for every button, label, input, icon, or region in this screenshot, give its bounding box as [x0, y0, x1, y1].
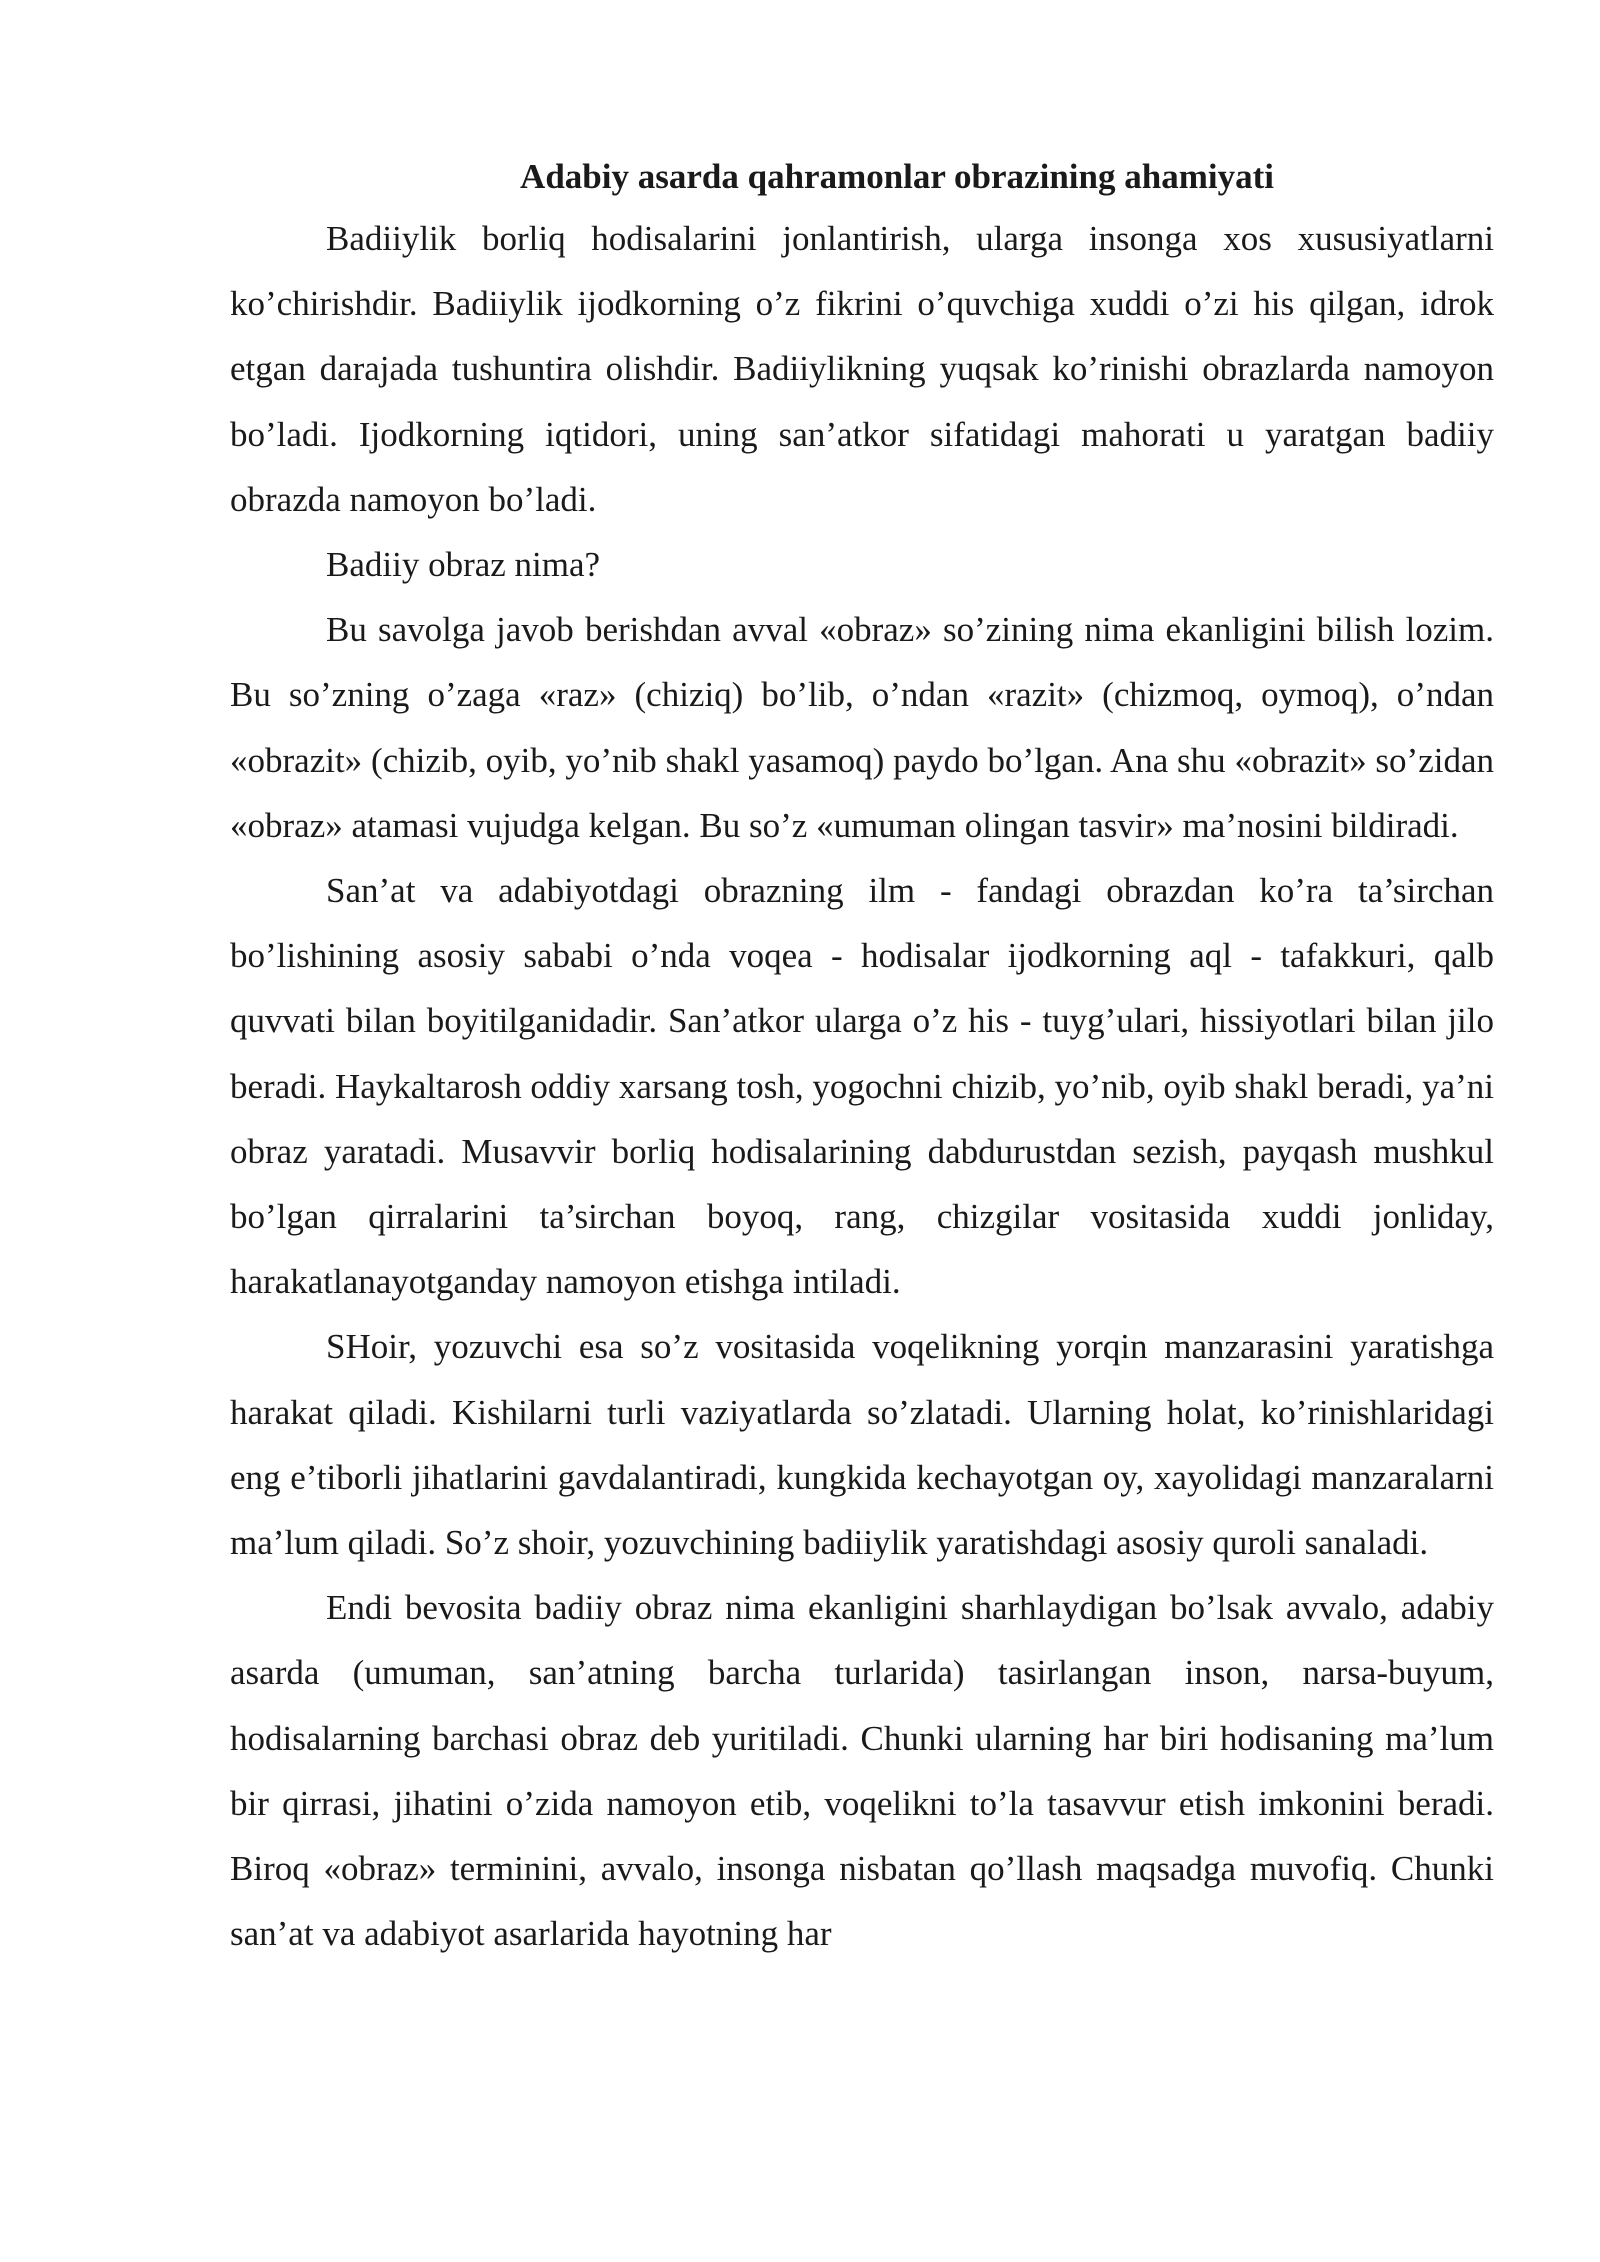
paragraph-4: San’at va adabiyotdagi obrazning ilm - fandagi obrazdan ko’ra ta’sirchan bo’lishining asosiy sababi o’nda voqea - hodisalar ijodkorning aql - tafakkuri, qalb quvvati bilan boyitilganidadir. San’atkor ularga o’z his - tuyg’ulari, hissiyotlari bilan jilo beradi. Haykaltarosh oddiy xarsang tosh, yogochni chizib, yo’nib, oyib shakl beradi, ya’ni obraz yaratadi. Musavvir borliq hodisalarining dabdurustdan sezish, payqash mushkul bo’lgan qirralarini ta’sirchan boyoq, rang, chizgilar vositasida xuddi jonliday, harakatlanayotganday namoyon etishga intiladi. [230, 871, 1494, 1302]
document-title: Adabiy asarda qahramonlar obrazining ahamiyati [520, 157, 1274, 196]
paragraph-5: SHoir, yozuvchi esa so’z vositasida voqelikning yorqin manzarasini yaratishga harakat qiladi. Kishilarni turli vaziyatlarda so’zlatadi. Ularning holat, ko’rinishlaridagi eng e’tiborli jihatlarini gavdalantiradi, kungkida kechayotgan oy, xayolidagi manzaralarni ma’lum qiladi. So’z shoir, yozuvchining badiiylik yaratishdagi asosiy quroli sanaladi. [230, 1327, 1494, 1563]
paragraph-3: Bu savolga javob berishdan avval «obraz» so’zining nima ekanligini bilish lozim. Bu so’zning o’zaga «raz» (chiziq) bo’lib, o’ndan «razit» (chizmoq, oymoq), o’ndan «obrazit» (chizib, oyib, yo’nib shakl yasamoq) paydo bo’lgan. Ana shu «obrazit» so’zidan «obraz» atamasi vujudga kelgan. Bu so’z «umuman olingan tasvir» ma’nosini bildiradi. [230, 610, 1494, 845]
paragraph-6: Endi bevosita badiiy obraz nima ekanligini sharhlaydigan bo’lsak avvalo, adabiy asarda (umuman, san’atning barcha turlarida) tasirlangan inson, narsa-buyum, hodisalarning barchasi obraz deb yuritiladi. Chunki ularning har biri hodisaning ma’lum bir qirrasi, jihatini o’zida namoyon etib, voqelikni to’la tasavvur etish imkonini beradi. Biroq «obraz» terminini, avvalo, insonga nisbatan qo’llash maqsadga muvofiq. Chunki san’at va adabiyot asarlarida hayotning har [230, 1588, 1494, 1954]
paragraph-1: Badiiylik borliq hodisalarini jonlantirish, ularga insonga xos xususiyatlarni ko’chirishdir. Badiiylik ijodkorning o’z fikrini o’quvchiga xuddi o’zi his qilgan, idrok etgan darajada tushuntira olishdir. Badiiylikning yuqsak ko’rinishi obrazlarda namoyon bo’ladi. Ijodkorning iqtidori, uning san’atkor sifatidagi mahorati u yaratgan badiiy obrazda namoyon bo’ladi. [230, 219, 1494, 519]
document-page [230, 148, 1494, 2228]
paragraph-2: Badiiy obraz nima? [326, 545, 601, 585]
